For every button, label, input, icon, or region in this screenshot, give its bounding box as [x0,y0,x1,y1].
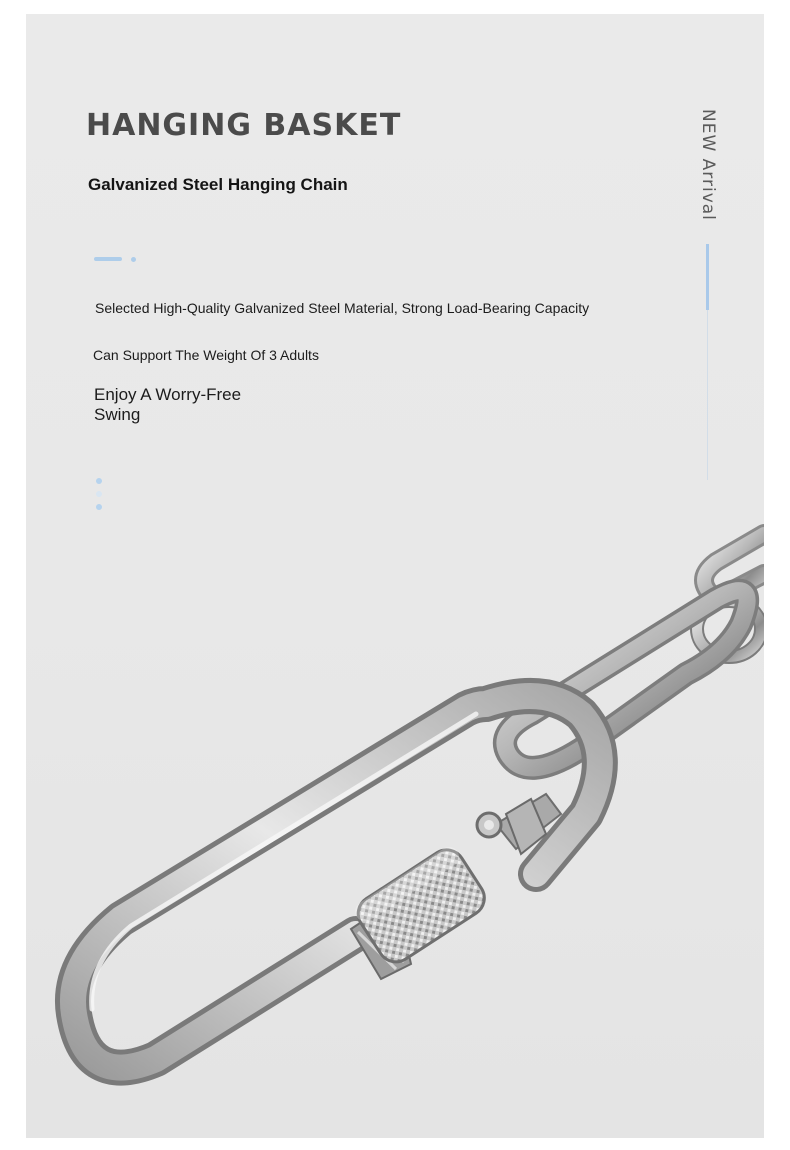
page-title: HANGING BASKET [86,108,402,143]
accent-dash [94,257,122,261]
accent-dot-2 [96,491,102,497]
new-arrival-label: NEW Arrival [698,109,718,221]
accent-dot-3 [96,504,102,510]
accent-vertical-dots [96,478,102,517]
product-subtitle: Galvanized Steel Hanging Chain [88,175,348,194]
feature-swing: Enjoy A Worry-Free Swing [94,385,242,424]
side-accent-bar [706,244,709,310]
feature-material: Selected High-Quality Galvanized Steel Material, Strong Load-Bearing Capacity [95,300,590,316]
accent-dot [131,257,136,262]
feature-capacity: Can Support The Weight Of 3 Adults [93,347,319,363]
product-panel [26,14,764,1138]
accent-dot-1 [96,478,102,484]
